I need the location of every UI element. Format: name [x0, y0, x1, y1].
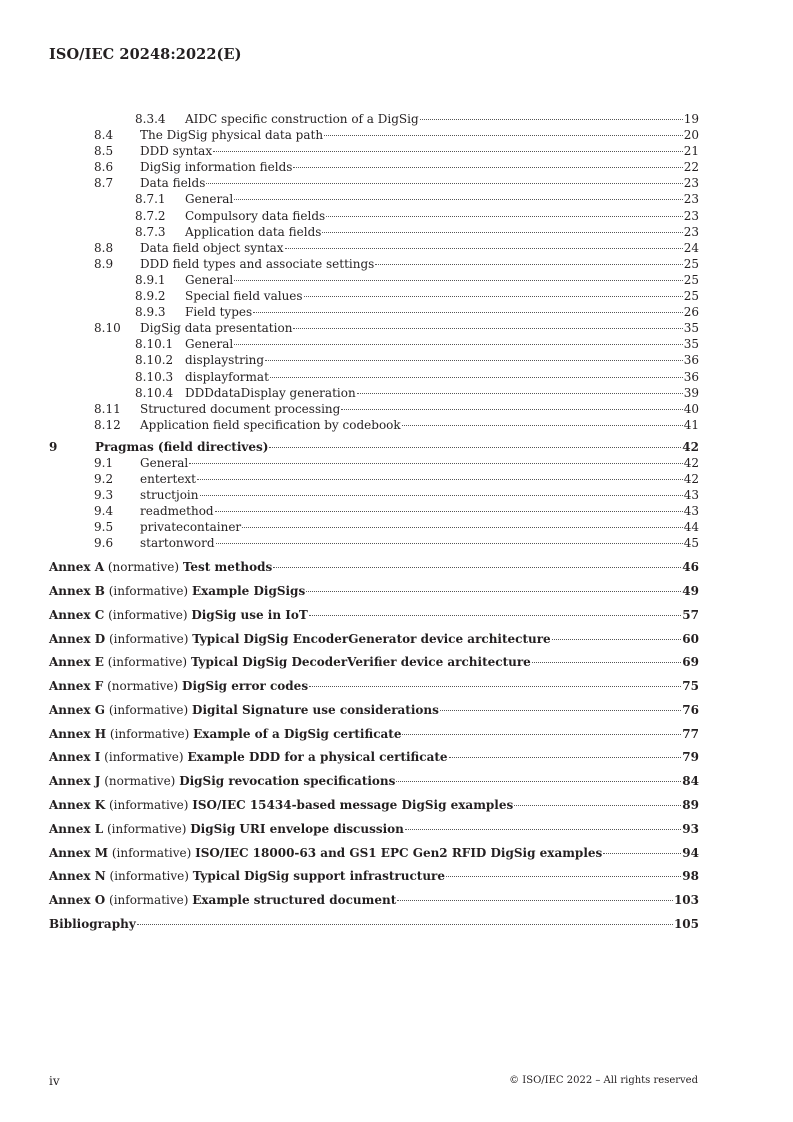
annex-entry-title [49, 821, 404, 837]
annex-entry-title [49, 868, 445, 884]
annex-entry-page: 84 [682, 774, 699, 789]
toc-entry-number: 8.5 [94, 144, 114, 159]
annex-entry[interactable] [49, 749, 699, 765]
toc-entry-page: 42 [683, 472, 699, 487]
toc-entry-number: 9.4 [94, 504, 114, 519]
toc-entry-page: 19 [683, 112, 699, 126]
annex-entry-page: 75 [682, 679, 699, 694]
toc-entry-title: DDD field types and associate settings [140, 256, 375, 271]
annex-entry-title [49, 916, 136, 932]
annex-entry-page: 105 [673, 916, 699, 931]
annex-title: ISO/IEC 18000-63 and GS1 EPC Gen2 RFID DigSig examples [195, 845, 603, 860]
annex-title: DigSig revocation specifications [179, 774, 396, 789]
dot-leader [552, 639, 682, 640]
toc-entry[interactable] [49, 143, 699, 159]
annex-title: ISO/IEC 15434-based message DigSig examples [192, 798, 514, 813]
toc-entry-page: 42 [683, 455, 699, 470]
annex-entry-title [49, 845, 602, 861]
dot-leader [137, 924, 673, 925]
annex-entry-title [49, 702, 439, 718]
annex-entry[interactable] [49, 654, 699, 670]
annex-entry[interactable] [49, 868, 699, 884]
annex-label: Annex E [49, 655, 104, 670]
annex-kind: (informative) [108, 631, 189, 646]
annex-entry[interactable] [49, 678, 699, 694]
annex-title: Typical DigSig support infrastructure [192, 869, 445, 884]
annex-entry-page: 46 [682, 560, 699, 575]
annex-entry-page: 76 [682, 702, 699, 717]
toc-entry-page: 23 [683, 224, 699, 239]
annex-kind: (normative) [104, 774, 176, 789]
toc-entry-page: 23 [683, 208, 699, 223]
annex-kind: (informative) [108, 798, 189, 813]
annex-kind: (informative) [109, 869, 189, 884]
toc-entry-title: General [185, 272, 234, 287]
toc-entry[interactable] [49, 208, 699, 224]
toc-entry[interactable] [49, 224, 699, 240]
toc-entry-page: 25 [683, 289, 699, 304]
toc-entry-page: 21 [683, 144, 699, 159]
toc-entry-number: 8.11 [94, 401, 121, 416]
annex-entry-page: 103 [673, 893, 699, 908]
annex-entry[interactable] [49, 631, 699, 647]
toc-entry-number: 8.10 [94, 321, 121, 336]
toc-entry-page: 23 [683, 176, 699, 191]
toc-entry[interactable] [49, 369, 699, 385]
annex-kind: (informative) [107, 655, 188, 670]
annex-entry[interactable] [49, 702, 699, 718]
annex-entry[interactable] [49, 583, 699, 599]
annex-entry[interactable] [49, 726, 699, 742]
annex-entry-title [49, 726, 401, 742]
annex-label: Annex N [49, 869, 106, 884]
toc-entry-title: startonword [140, 536, 215, 551]
annex-title: DigSig use in IoT [191, 607, 308, 622]
toc-entry-number: 9.3 [94, 488, 114, 503]
toc-entry-title: Pragmas (field directives) [95, 439, 269, 454]
annex-label: Annex J [49, 774, 101, 789]
toc-entry-page: 43 [683, 504, 699, 519]
toc-entry-title: General [185, 192, 234, 207]
annex-entry-page: 94 [682, 845, 699, 860]
toc-entry-title: DDD syntax [140, 144, 213, 159]
dot-leader [396, 781, 681, 782]
annex-title: DigSig URI envelope discussion [190, 821, 404, 836]
toc-entry[interactable] [49, 175, 699, 191]
toc-entry[interactable] [49, 439, 699, 455]
dot-leader [293, 167, 682, 168]
annex-kind: (informative) [108, 607, 188, 622]
annex-label: Annex O [49, 893, 106, 908]
dot-leader [309, 686, 681, 687]
toc-entry-number: 8.8 [94, 240, 114, 255]
annex-title: Example structured document [192, 893, 397, 908]
dot-leader [234, 344, 682, 345]
annex-entry-page: 77 [682, 726, 699, 741]
toc-entry[interactable] [49, 519, 699, 535]
toc-entry-title: Application field specification by codebook [140, 417, 401, 432]
annex-title: Typical DigSig EncoderGenerator device architecture [192, 631, 551, 646]
toc-entry[interactable] [49, 240, 699, 256]
annex-entry-title [49, 654, 531, 670]
annex-entry[interactable] [49, 559, 699, 575]
toc-entry-title: Field types [185, 305, 253, 320]
toc-entry[interactable] [49, 471, 699, 487]
toc-entry-page: 39 [683, 385, 699, 400]
dot-leader [293, 328, 682, 329]
toc-entry[interactable] [49, 401, 699, 417]
toc-entry-page: 35 [683, 321, 699, 336]
annex-entry-page: 89 [682, 798, 699, 813]
toc-entry-title: Application data fields [185, 224, 322, 239]
dot-leader [405, 829, 681, 830]
annex-entry[interactable] [49, 821, 699, 837]
bibliography-entry[interactable] [49, 916, 699, 932]
toc-entry-number: 9 [49, 439, 58, 454]
toc-entry[interactable] [49, 417, 699, 433]
dot-leader [322, 232, 682, 233]
dot-leader [532, 662, 682, 663]
toc-entry-number: 8.3.4 [135, 112, 166, 126]
dot-leader [216, 543, 683, 544]
annex-kind: (informative) [109, 893, 189, 908]
toc-entry-title: DDDdataDisplay generation [185, 385, 356, 400]
annex-entry-page: 93 [682, 821, 699, 836]
dot-leader [213, 151, 683, 152]
dot-leader [242, 527, 683, 528]
dot-leader [420, 119, 683, 120]
annex-kind: (informative) [104, 750, 184, 765]
annex-kind: (normative) [107, 679, 179, 694]
toc-entry-number: 8.9 [94, 256, 114, 271]
dot-leader [270, 377, 683, 378]
annex-label: Annex I [49, 750, 101, 765]
toc-entry-title: privatecontainer [140, 520, 242, 535]
annex-entry-title [49, 797, 513, 813]
toc-entry-page: 35 [683, 337, 699, 352]
annex-entry-title [49, 892, 396, 908]
toc-entry[interactable] [49, 352, 699, 368]
annex-title: Test methods [182, 560, 273, 575]
toc-entry[interactable] [49, 288, 699, 304]
annex-title: Example of a DigSig certificate [193, 726, 402, 741]
annex-title: Typical DigSig DecoderVerifier device architecture [190, 655, 531, 670]
toc-entry[interactable] [49, 336, 699, 352]
table-of-contents [49, 111, 699, 932]
dot-leader [402, 425, 683, 426]
dot-leader [397, 900, 673, 901]
toc-entry-title: displayformat [185, 369, 269, 384]
dot-leader [306, 591, 681, 592]
dot-leader [285, 248, 683, 249]
toc-entry-title: Compulsory data fields [185, 208, 326, 223]
copyright-notice: © ISO/IEC 2022 – All rights reserved [509, 1075, 698, 1086]
dot-leader [326, 216, 683, 217]
annex-kind: (informative) [109, 726, 190, 741]
dot-leader [189, 463, 682, 464]
dot-leader [603, 853, 681, 854]
toc-entry-number: 8.6 [94, 160, 114, 175]
toc-entry[interactable] [49, 320, 699, 336]
annex-entry-page: 69 [682, 655, 699, 670]
dot-leader [341, 409, 682, 410]
toc-entry-number: 9.5 [94, 520, 114, 535]
toc-entry-number: 8.4 [94, 128, 114, 143]
annex-entry[interactable] [49, 797, 699, 813]
annex-entry-page: 60 [682, 631, 699, 646]
document-header: ISO/IEC 20248:2022(E) [49, 46, 242, 63]
toc-entry-number: 8.7.2 [135, 208, 166, 223]
toc-entry-page: 25 [683, 256, 699, 271]
toc-entry-page: 24 [683, 240, 699, 255]
annex-title: Example DDD for a physical certificate [187, 750, 448, 765]
dot-leader [514, 805, 681, 806]
toc-entry-page: 44 [683, 520, 699, 535]
toc-entry-title: General [140, 455, 189, 470]
dot-leader [273, 567, 681, 568]
annex-label: Annex K [49, 798, 106, 813]
toc-entry-page: 40 [683, 401, 699, 416]
annex-entry[interactable] [49, 773, 699, 789]
toc-entry-number: 8.9.3 [135, 305, 166, 320]
toc-entry-number: 8.9.2 [135, 289, 166, 304]
dot-leader [234, 280, 682, 281]
annex-label: Annex D [49, 631, 106, 646]
dot-leader [197, 479, 683, 480]
dot-leader [446, 876, 681, 877]
toc-entry-title: AIDC specific construction of a DigSig [185, 112, 419, 126]
annex-entry-title [49, 678, 308, 694]
annex-label: Annex C [49, 607, 105, 622]
dot-leader [449, 757, 682, 758]
annex-kind: (informative) [108, 584, 189, 598]
toc-entry-title: The DigSig physical data path [140, 128, 324, 143]
toc-entry-title: Structured document processing [140, 401, 341, 416]
annex-entry-page: 57 [682, 607, 699, 622]
annex-entry[interactable] [49, 607, 699, 623]
toc-entry-title: DigSig data presentation [140, 321, 293, 336]
annex-kind: (informative) [107, 821, 187, 836]
dot-leader [215, 511, 683, 512]
annex-entry-title [49, 749, 448, 765]
toc-entry-number: 8.10.4 [135, 385, 174, 400]
annex-entry-title [49, 559, 272, 575]
toc-entry-title: structjoin [140, 488, 199, 503]
toc-entry-number: 8.12 [94, 417, 121, 432]
dot-leader [253, 312, 683, 313]
annex-entry-page: 79 [682, 750, 699, 765]
toc-entry-page: 23 [683, 192, 699, 207]
dot-leader [269, 447, 681, 448]
annex-label: Annex G [49, 702, 105, 717]
annex-label: Annex L [49, 821, 104, 836]
dot-leader [440, 710, 681, 711]
toc-entry-title: displaystring [185, 353, 265, 368]
toc-entry-number: 9.1 [94, 455, 114, 470]
toc-entry-title: DigSig information fields [140, 160, 293, 175]
annex-entry[interactable] [49, 892, 699, 908]
annex-entry-page: 98 [682, 869, 699, 884]
toc-entry[interactable] [49, 455, 699, 471]
toc-entry-number: 8.10.3 [135, 369, 174, 384]
toc-entry[interactable] [49, 127, 699, 143]
annex-entry-page: 49 [682, 584, 699, 598]
toc-entry-number: 8.10.1 [135, 337, 174, 352]
toc-entry-page: 36 [683, 353, 699, 368]
annex-kind: (informative) [111, 845, 192, 860]
annex-entry[interactable] [49, 845, 699, 861]
toc-entry-page: 20 [683, 128, 699, 143]
annex-kind: (informative) [108, 702, 189, 717]
toc-entry[interactable] [49, 487, 699, 503]
toc-entry-title: entertext [140, 472, 197, 487]
dot-leader [200, 495, 683, 496]
dot-leader [309, 615, 682, 616]
toc-entry-page: 41 [683, 417, 699, 432]
toc-entry-page: 26 [683, 305, 699, 320]
toc-entry-number: 8.10.2 [135, 353, 174, 368]
toc-entry-title: Data fields [140, 176, 206, 191]
toc-entry-page: 43 [683, 488, 699, 503]
annex-title: Example DigSigs [191, 584, 306, 598]
toc-entry-title: Special field values [185, 289, 303, 304]
toc-entry-page: 22 [683, 160, 699, 175]
toc-entry-number: 8.7.3 [135, 224, 166, 239]
toc-entry[interactable] [49, 304, 699, 320]
toc-entry[interactable] [49, 535, 699, 551]
toc-entry-title: General [185, 337, 234, 352]
annex-label: Annex F [49, 679, 104, 694]
annex-label: Annex A [49, 560, 105, 575]
dot-leader [234, 199, 682, 200]
toc-entry-number: 9.6 [94, 536, 114, 551]
toc-entry-number: 9.2 [94, 472, 114, 487]
annex-title: Digital Signature use considerations [192, 702, 439, 717]
toc-entry[interactable] [49, 256, 699, 272]
annex-label: Annex H [49, 726, 107, 741]
annex-kind: (normative) [107, 560, 180, 575]
toc-entry-page: 36 [683, 369, 699, 384]
dot-leader [324, 135, 683, 136]
annex-entry-title [49, 607, 308, 623]
toc-entry-page: 25 [683, 272, 699, 287]
toc-entry-title: readmethod [140, 504, 214, 519]
annex-title: DigSig error codes [182, 679, 309, 694]
toc-entry[interactable] [49, 159, 699, 175]
toc-entry-page: 42 [682, 439, 699, 454]
dot-leader [206, 183, 682, 184]
annex-label: Annex M [49, 845, 109, 860]
annex-entry-title [49, 631, 551, 647]
dot-leader [357, 393, 683, 394]
dot-leader [402, 734, 681, 735]
dot-leader [265, 360, 683, 361]
dot-leader [304, 296, 683, 297]
page-number: iv [49, 1074, 60, 1088]
toc-entry[interactable] [49, 503, 699, 519]
toc-entry-number: 8.7 [94, 176, 114, 191]
toc-entry-number: 8.9.1 [135, 272, 166, 287]
toc-entry[interactable] [49, 272, 699, 288]
annex-label: Annex B [49, 584, 105, 598]
toc-entry-page: 45 [683, 536, 699, 551]
toc-entry-number: 8.7.1 [135, 192, 166, 207]
annex-entry-title [49, 583, 305, 599]
toc-entry[interactable] [49, 111, 699, 127]
bibliography-title: Bibliography [49, 916, 136, 931]
toc-entry[interactable] [49, 385, 699, 401]
dot-leader [375, 264, 682, 265]
annex-entry-title [49, 773, 395, 789]
toc-entry[interactable] [49, 191, 699, 207]
toc-entry-title: Data field object syntax [140, 240, 284, 255]
